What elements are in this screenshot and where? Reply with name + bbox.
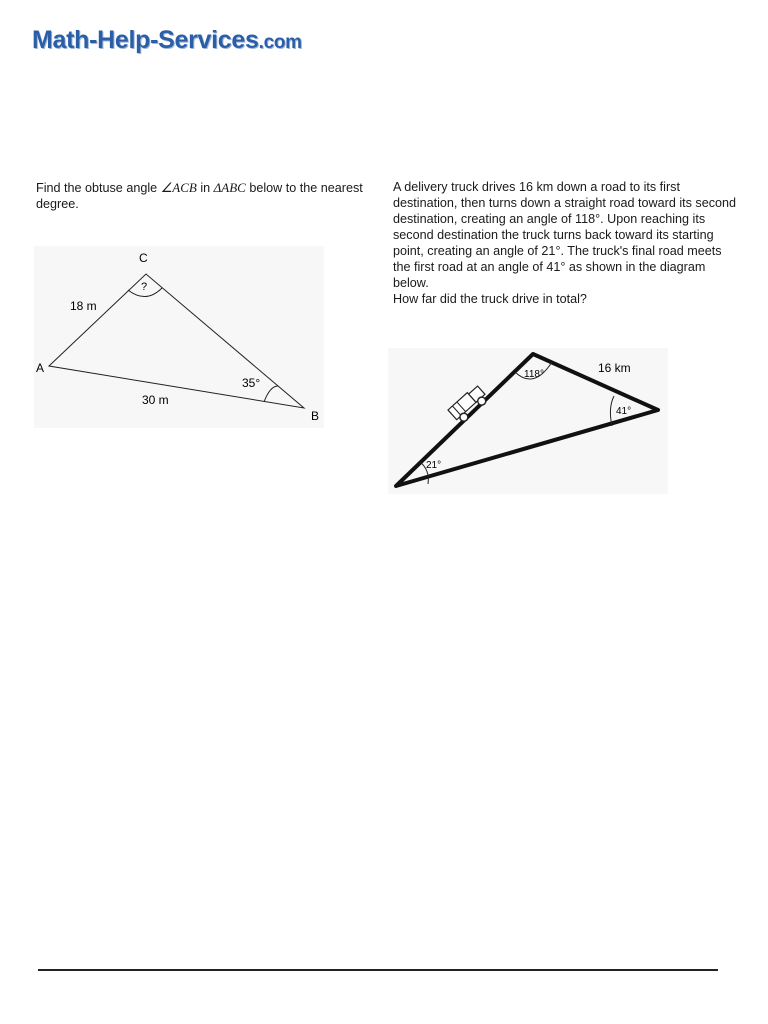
truck-icon	[448, 385, 490, 425]
angle-c-label: ?	[141, 281, 148, 293]
problem-2-paragraph: A delivery truck drives 16 km down a road to its first destination, then turns down a straight road toward its second destination, creating an angle of 118°. Upon reaching its second destination the truck turns back toward its starting point, creating an angle of 21°. The truck's final road meets the first road at an angle of 41° as shown in the diagram below.	[393, 180, 737, 290]
problem-2-question: How far did the truck drive in total?	[393, 292, 587, 306]
truck-triangle-svg	[388, 348, 668, 494]
footer-divider	[38, 969, 718, 971]
problem-1-text-middle: in	[196, 181, 214, 195]
side-ac-label: 18 m	[70, 299, 97, 313]
vertex-c-label: C	[139, 251, 148, 265]
problem-1-text-after: below to the nearest degree.	[36, 181, 363, 211]
angle-b-label: 35°	[242, 376, 261, 390]
side-16km-label: 16 km	[598, 361, 631, 375]
problem-2-text	[393, 179, 738, 307]
site-logo	[32, 26, 302, 55]
side-ab-label: 30 m	[142, 393, 169, 407]
vertex-b-label: B	[311, 409, 320, 423]
truck-triangle-diagram	[388, 348, 668, 494]
triangle-abc-shape	[49, 274, 304, 408]
angle-acb-symbol: ∠ACB	[160, 180, 197, 195]
triangle-abc-svg	[34, 246, 324, 428]
logo-main: Math-Help-Services	[32, 26, 259, 54]
triangle-abc-symbol: ΔABC	[213, 180, 246, 195]
logo-tld: .com	[258, 32, 302, 53]
angle-41-label: 41°	[616, 406, 632, 417]
vertex-a-label: A	[36, 361, 45, 375]
angle-21-label: 21°	[426, 460, 442, 471]
problem-1-text	[36, 180, 366, 212]
angle-b-arc	[264, 386, 278, 402]
problem-1-text-before: Find the obtuse angle	[36, 181, 161, 195]
angle-118-label: 118°	[524, 369, 544, 380]
triangle-abc-diagram	[34, 246, 324, 428]
